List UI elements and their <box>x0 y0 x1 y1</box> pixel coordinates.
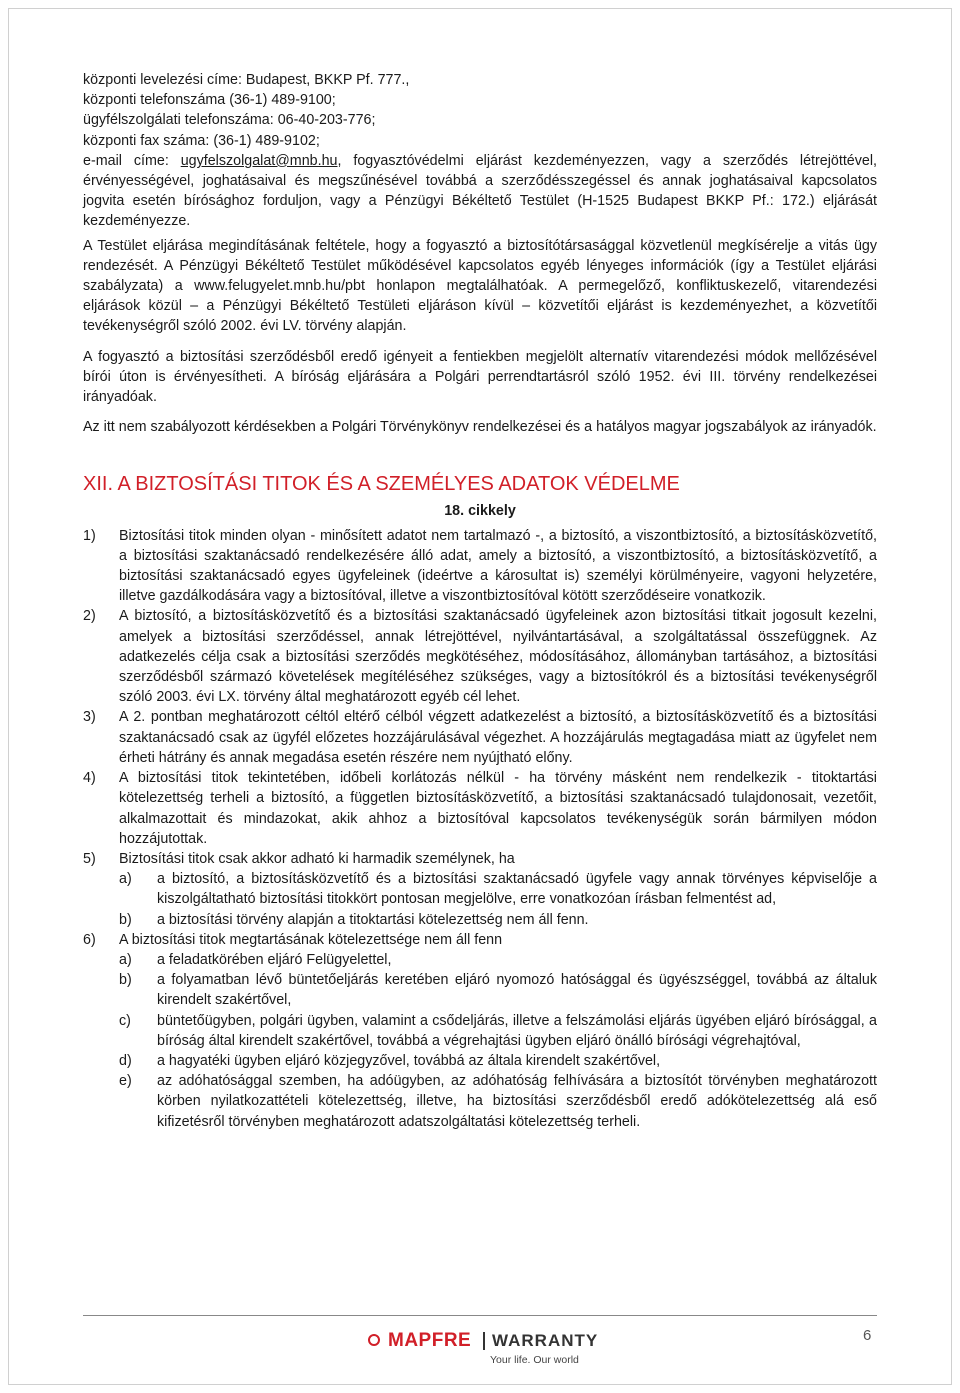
page-content <box>83 70 877 1132</box>
list-item <box>83 849 877 930</box>
item-number: 3) <box>83 709 96 726</box>
article-title: 18. cikkely <box>444 503 516 520</box>
sub-text: a folyamatban lévő büntetőeljárás keretében eljáró nyomozó hatósággal és ügyészséggel, továbbá az általuk kirendelt szakértővel, <box>157 972 877 1009</box>
sub-text: a feladatkörében eljáró Felügyelettel, <box>157 951 392 968</box>
page-border-left <box>8 8 9 1385</box>
logo-tagline: Your life. Our world <box>490 1354 579 1366</box>
sub-letter: a) <box>119 951 132 968</box>
item-number: 2) <box>83 608 96 625</box>
paragraph <box>83 347 877 408</box>
sub-letter: d) <box>119 1052 132 1069</box>
footer-divider <box>83 1315 877 1316</box>
paragraph-text: Az itt nem szabályozott kérdésekben a Polgári Törvénykönyv rendelkezései és a hatályos magyar jogszabályok az irányadók. <box>83 419 877 436</box>
page-border-right <box>951 8 952 1385</box>
paragraph-text: A Testület eljárása megindításának feltétele, hogy a fogyasztó a biztosítótársasággal közvetlenül megkísérelje a vitás ügy rendezését. A Pénzügyi Békéltető Testület működésével kapcsolatos egyéb lényeges információk (így a Testület eljárási szabályzata) a www.felugyelet.mnb.hu/pbt honlapon megtalálhatóak. A permegelőző, konfliktuskezelő, vitarendezési eljárások közül – a Pénzügyi Békéltető Testületi eljáráson kívül – közvetítői eljárást is kezdeményezhet, a közvetítői tevékenységről szóló 2002. évi LV. törvény alapján. <box>83 237 877 335</box>
sub-text: büntetőügyben, polgári ügyben, valamint a csődeljárás, illetve a felszámolási eljárás ügyében eljáró bírósággal, a bíróság által kirendelt szakértővel, továbbá a végrehajtási ügyben eljáró önálló bírósági végrehajtóval, <box>157 1012 877 1049</box>
list-item <box>83 707 877 768</box>
logo-separator <box>483 1332 485 1350</box>
sub-letter: b) <box>119 911 132 928</box>
paragraph <box>83 236 877 337</box>
complaint-text: fogyasztóvédelmi eljárást kezdeményezzen, vagy a szerződés létrejöttével, érvényességével, joghatásaival és megszűnésével továbbá a szerződésszegéssel és annak joghatásaival kapcsolatos jogvita esetén bírósághoz forduljon, vagy a Pénzügyi Békéltető Testület (H-1525 Budapest BKKP Pf.: 172.) eljárását kezdeményezze. <box>83 152 877 230</box>
list-item <box>83 768 877 849</box>
sub-text: a biztosító, a biztosításközvetítő és a biztosítási szaktanácsadó ügyfele vagy annak törvényes képviselője a kiszolgáltatható biztosítási titokkört pontosan megjelölve, erre vonatkozóan írásban felmentést ad, <box>157 871 877 908</box>
sub-item <box>119 1071 877 1132</box>
item-text: A 2. pontban meghatározott céltól eltérő célból végzett adatkezelést a biztosító, a biztosításközvetítő és a biztosítási szaktanácsadó csak az ügyfél előzetes hozzájárulásával végezhet. A hozzájárulás megtagadása miatt az ügyfelet nem érheti hátrány és annak megadása esetén részére nem nyújtható előny. <box>119 709 877 766</box>
sub-text: a biztosítási törvény alapján a titoktartási kötelezettség nem áll fenn. <box>157 911 589 928</box>
page-number: 6 <box>863 1327 872 1344</box>
list-item <box>83 606 877 707</box>
item-number: 4) <box>83 770 96 787</box>
sub-letter: a) <box>119 871 132 888</box>
sub-letter: e) <box>119 1073 132 1090</box>
sub-item <box>119 910 877 930</box>
contact-line: ügyfélszolgálati telefonszáma: 06-40-203-776; <box>83 112 376 129</box>
contact-line: központi fax száma: (36-1) 489-9102; <box>83 132 320 149</box>
page-border-top <box>8 8 952 9</box>
item-number: 1) <box>83 527 96 544</box>
sub-letter: c) <box>119 1012 131 1029</box>
item-number: 6) <box>83 931 96 948</box>
sub-item <box>119 869 877 909</box>
item-text: A biztosítási titok tekintetében, időbeli korlátozás nélkül - ha törvény másként nem rendelkezik - titoktartási kötelezettség terheli a biztosító, a független biztosításközvetítő, a biztosítási szaktanácsadó tulajdonosait, vezetőit, alkalmazottait és mindazokat, akik ahhoz a biztosítóval kapcsolatos tevékenységük során bármilyen módon hozzájutottak. <box>119 770 877 847</box>
contact-line: központi levelezési címe: Budapest, BKKP Pf. 777., <box>83 72 410 88</box>
section-heading: XII. A BIZTOSÍTÁSI TITOK ÉS A SZEMÉLYES ADATOK VÉDELME <box>83 473 680 496</box>
sub-item <box>119 1051 877 1071</box>
sub-text: a hagyatéki ügyben eljáró közjegyzővel, továbbá az általa kirendelt szakértővel, <box>157 1052 661 1069</box>
logo-warranty: WARRANTY <box>492 1331 599 1350</box>
mapfre-warranty-logo <box>368 1330 598 1370</box>
list-item <box>83 930 877 1132</box>
email-link[interactable]: ugyfelszolgalat@mnb.hu, <box>180 152 342 169</box>
sub-letter: b) <box>119 972 132 989</box>
email-label: e-mail címe: <box>83 152 181 169</box>
logo-brand: MAPFRE <box>388 1330 472 1351</box>
item-text: Biztosítási titok csak akkor adható ki harmadik személynek, ha <box>119 850 515 867</box>
numbered-list <box>83 526 877 1132</box>
contact-line: központi telefonszáma (36-1) 489-9100; <box>83 92 336 109</box>
sub-item <box>119 1011 877 1051</box>
item-text: A biztosító, a biztosításközvetítő és a biztosítási szaktanácsadó ügyfeleinek azon biztosítási titkait jogosult kezelni, amelyek a biztosítási szerződéssel, annak létrejöttével, nyilvántartásával, a szolgáltatással összefüggnek. Az adatkezelés célja csak a biztosítási szerződés megkötéséhez, módosításához, állományban tartásához, a biztosítási szerződésből származó követelések megítéléséhez szükséges, vagy a biztosítókról és a biztosítási tevékenységről szóló 2003. évi LX. törvény által meghatározott egyéb cél lehet. <box>119 608 877 706</box>
item-text: Biztosítási titok minden olyan - minősített adatot nem tartalmazó -, a biztosító, a viszontbiztosító, a biztosításközvetítő, a biztosítási szaktanácsadó rendelkezésére álló adat, amely a biztosító, a viszontbiztosító, a biztosításközvetítő, a biztosítási szaktanácsadó egyes ügyfeleinek (ideértve a károsultat is) személyi körülményeire, vagyoni helyzetére, illetve gazdálkodására vagy a biztosítóval, illetve a viszontbiztosítóval kötött szerződéseire vonatkozik. <box>119 527 877 605</box>
sub-item <box>119 970 877 1010</box>
item-number: 5) <box>83 850 96 867</box>
list-item <box>83 526 877 607</box>
contact-email-paragraph <box>83 151 877 232</box>
mapfre-emblem-icon <box>368 1334 380 1346</box>
item-text: A biztosítási titok megtartásának kötelezettsége nem áll fenn <box>119 931 503 948</box>
paragraph <box>83 417 877 437</box>
page-border-bottom <box>8 1384 952 1385</box>
paragraph-text: A fogyasztó a biztosítási szerződésből eredő igényeit a fentiekben megjelölt alternatív vitarendezési módok mellőzésével bírói úton is érvényesítheti. A bíróság eljárására a Polgári perrendtartásról szóló 1952. évi III. törvény rendelkezései irányadóak. <box>83 348 877 406</box>
sub-item <box>119 950 877 970</box>
sub-text: az adóhatósággal szemben, ha adóügyben, az adóhatóság felhívására a biztosítót törvényben meghatározott körben nyilatkozattételi kötelezettség, illetve, ha biztosítási szerződésből eredő adókötelezettség alá eső kifizetésről törvényben meghatározott adatszolgáltatási kötelezettség terheli. <box>157 1073 877 1130</box>
